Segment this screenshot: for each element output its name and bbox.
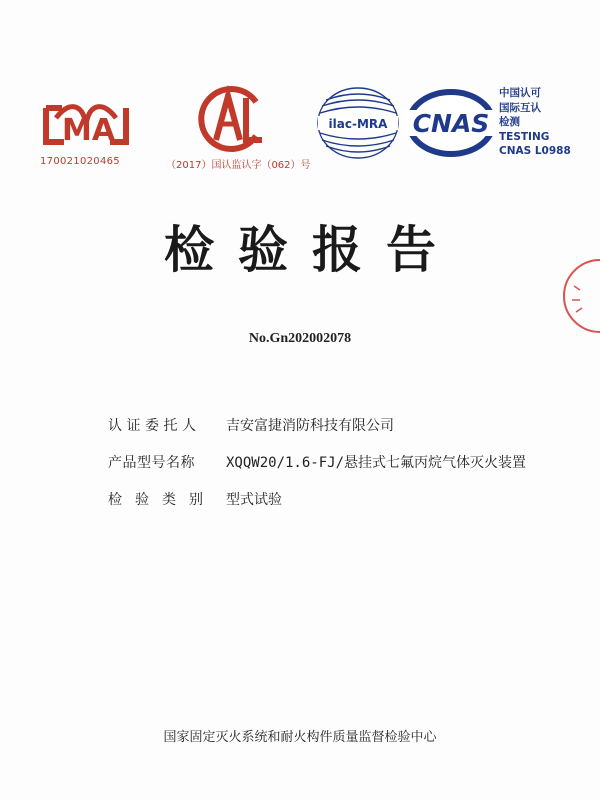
info-value: 型式试验 <box>226 492 282 508</box>
cnas-logo <box>404 86 498 160</box>
info-value: 吉安富捷消防科技有限公司 <box>226 418 394 434</box>
cal-logo <box>186 84 270 154</box>
cnas-text: CNAS <box>412 109 490 138</box>
cma-certificate-code: 170021020465 <box>40 156 120 167</box>
cnas-line: 中国认可 <box>499 87 541 99</box>
cal-certificate-code: （2017）国认监认字（062）号 <box>166 160 311 171</box>
cma-logo-text: MA <box>62 113 116 148</box>
issuing-organization: 国家固定灭火系统和耐火构件质量监督检验中心 <box>163 730 437 745</box>
cma-logo <box>38 100 134 150</box>
info-label: 产品型号名称 <box>108 455 195 471</box>
info-label: 检验类别 <box>108 492 216 508</box>
cnas-line: 国际互认 <box>499 101 541 114</box>
cnas-line: CNAS L0988 <box>499 145 571 157</box>
info-row-product <box>108 452 600 489</box>
page-title: 检验报告 <box>164 220 460 279</box>
report-info-table <box>108 415 600 526</box>
cnas-accreditation-lines <box>499 86 579 159</box>
ilac-mra-text: ilac-MRA <box>328 117 388 131</box>
report-number: No.Gn202002078 <box>248 331 352 346</box>
ilac-mra-logo <box>316 86 400 160</box>
cnas-line: 检测 <box>499 116 520 128</box>
info-value: XQQW20/1.6-FJ/悬挂式七氟丙烷气体灭火装置 <box>226 455 527 471</box>
cnas-line: TESTING <box>499 130 550 143</box>
info-row-client <box>108 415 600 452</box>
info-row-test-type <box>108 489 600 526</box>
info-label: 认证委托人 <box>108 418 201 434</box>
